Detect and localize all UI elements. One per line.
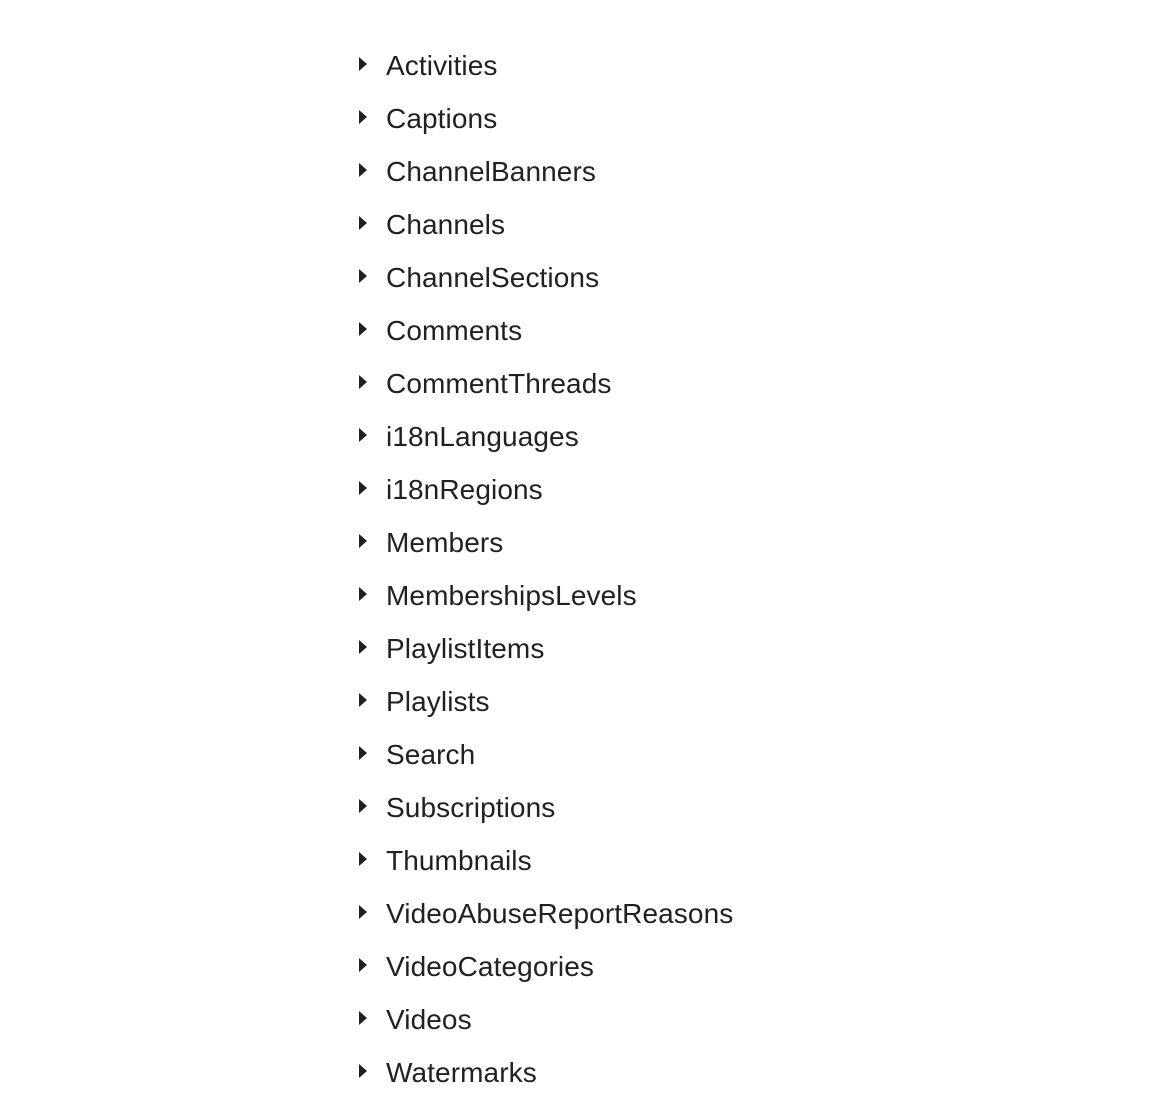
nav-item-label: i18nLanguages	[386, 421, 579, 452]
nav-item-label: Thumbnails	[386, 845, 532, 876]
caret-right-icon[interactable]	[352, 304, 386, 357]
nav-item-comment-threads[interactable]	[352, 357, 733, 410]
nav-item-videos[interactable]	[352, 993, 733, 1046]
nav-item-comments[interactable]	[352, 304, 733, 357]
caret-right-icon[interactable]	[352, 92, 386, 145]
nav-item-memberships-levels[interactable]	[352, 569, 733, 622]
nav-item-label: ChannelSections	[386, 262, 600, 293]
caret-right-icon[interactable]	[352, 993, 386, 1046]
nav-item-activities[interactable]	[352, 39, 733, 92]
nav-item-label: Search	[386, 739, 476, 770]
nav-item-video-categories[interactable]	[352, 940, 733, 993]
nav-item-label: Members	[386, 527, 504, 558]
caret-right-icon[interactable]	[352, 728, 386, 781]
caret-right-icon[interactable]	[352, 357, 386, 410]
nav-item-search[interactable]	[352, 728, 733, 781]
nav-item-members[interactable]	[352, 516, 733, 569]
caret-right-icon[interactable]	[352, 887, 386, 940]
caret-right-icon[interactable]	[352, 1046, 386, 1099]
nav-item-label: Comments	[386, 315, 523, 346]
nav-item-playlists[interactable]	[352, 675, 733, 728]
caret-right-icon[interactable]	[352, 251, 386, 304]
nav-item-channel-banners[interactable]	[352, 145, 733, 198]
nav-item-label: ChannelBanners	[386, 156, 596, 187]
nav-item-label: MembershipsLevels	[386, 580, 637, 611]
nav-item-label: Captions	[386, 103, 498, 134]
nav-item-label: CommentThreads	[386, 368, 612, 399]
nav-item-thumbnails[interactable]	[352, 834, 733, 887]
nav-item-label: Subscriptions	[386, 792, 556, 823]
caret-right-icon[interactable]	[352, 39, 386, 92]
nav-item-label: Watermarks	[386, 1057, 537, 1088]
nav-item-watermarks[interactable]	[352, 1046, 733, 1099]
caret-right-icon[interactable]	[352, 516, 386, 569]
nav-item-label: Channels	[386, 209, 506, 240]
caret-right-icon[interactable]	[352, 834, 386, 887]
caret-right-icon[interactable]	[352, 675, 386, 728]
caret-right-icon[interactable]	[352, 781, 386, 834]
nav-item-label: Videos	[386, 1004, 472, 1035]
caret-right-icon[interactable]	[352, 410, 386, 463]
caret-right-icon[interactable]	[352, 198, 386, 251]
nav-item-label: Playlists	[386, 686, 490, 717]
nav-item-i18n-regions[interactable]	[352, 463, 733, 516]
nav-item-label: i18nRegions	[386, 474, 543, 505]
caret-right-icon[interactable]	[352, 940, 386, 993]
nav-item-label: Activities	[386, 50, 498, 81]
nav-item-channels[interactable]	[352, 198, 733, 251]
nav-item-label: PlaylistItems	[386, 633, 545, 664]
nav-item-captions[interactable]	[352, 92, 733, 145]
caret-right-icon[interactable]	[352, 569, 386, 622]
nav-item-i18n-languages[interactable]	[352, 410, 733, 463]
nav-item-subscriptions[interactable]	[352, 781, 733, 834]
nav-item-playlist-items[interactable]	[352, 622, 733, 675]
caret-right-icon[interactable]	[352, 145, 386, 198]
nav-item-label: VideoCategories	[386, 951, 595, 982]
resource-nav-tree	[352, 39, 733, 1099]
caret-right-icon[interactable]	[352, 463, 386, 516]
nav-item-channel-sections[interactable]	[352, 251, 733, 304]
caret-right-icon[interactable]	[352, 622, 386, 675]
nav-item-label: VideoAbuseReportReasons	[386, 898, 734, 929]
nav-item-video-abuse-report-reasons[interactable]	[352, 887, 733, 940]
